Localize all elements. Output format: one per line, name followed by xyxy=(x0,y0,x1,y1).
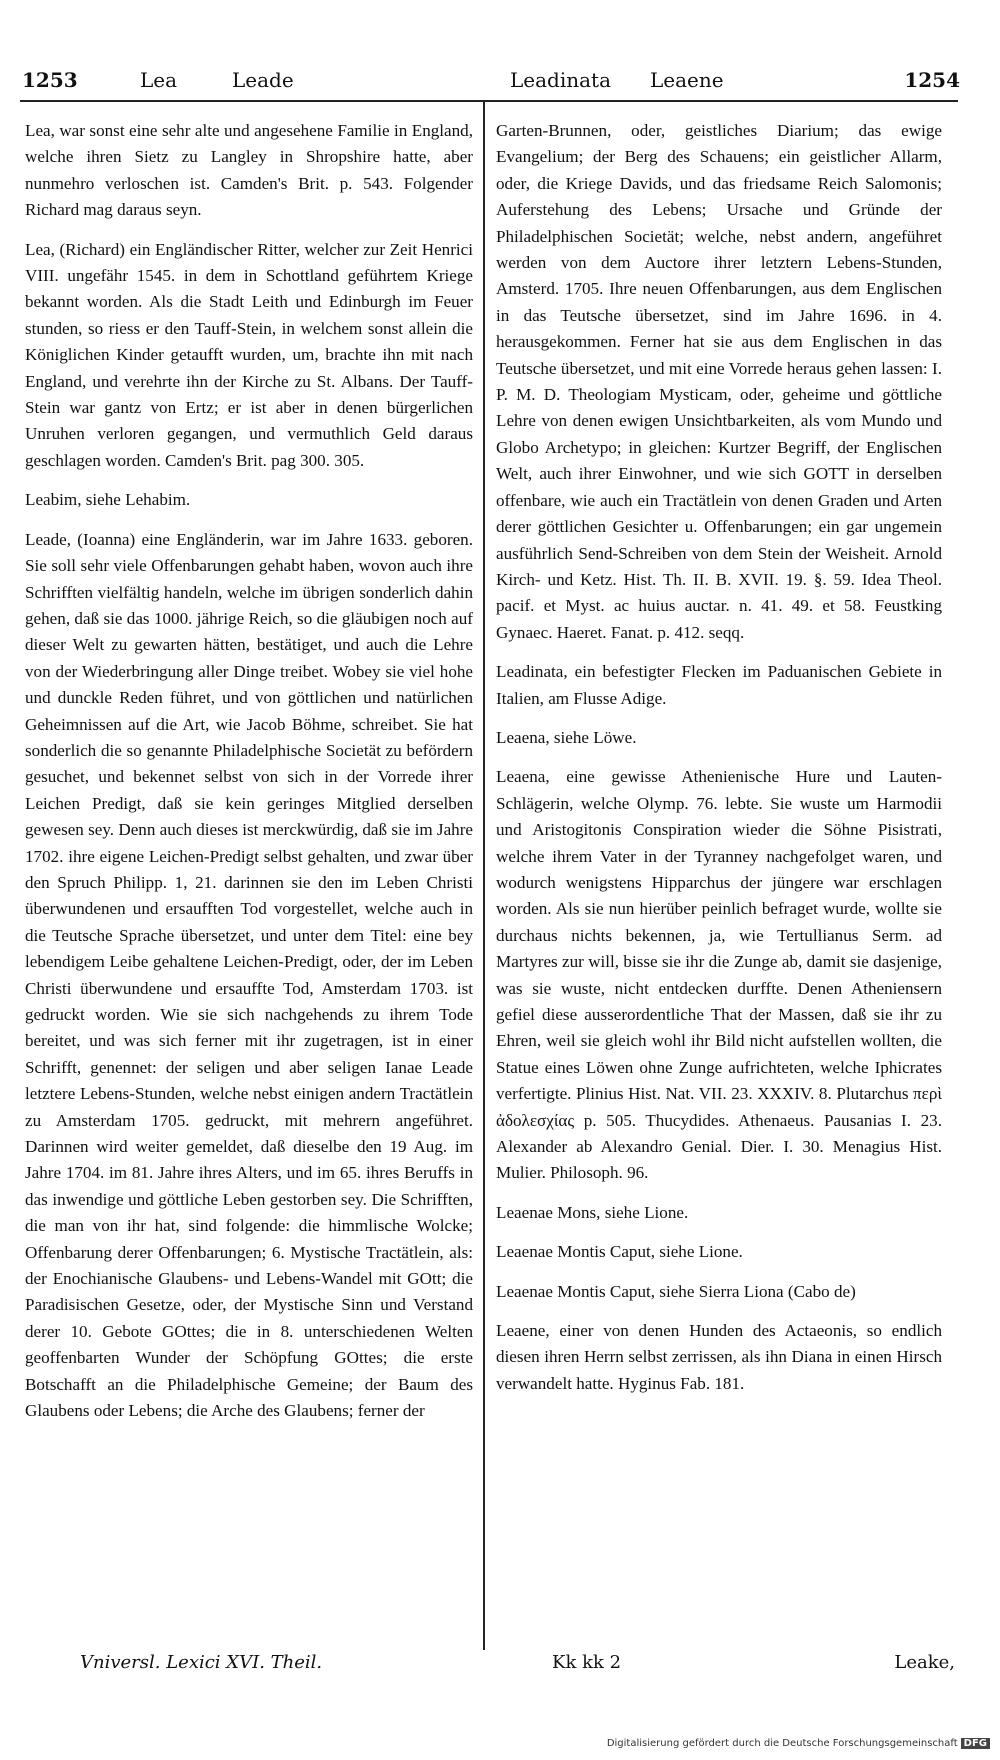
page-number-right: 1254 xyxy=(904,68,960,92)
entry-leaene: Leaene, einer von denen Hunden des Actaeonis, so endlich diesen ihren Herrn selbst zerrissen, als ihn Diana in einen Hirsch verwandelt hatte. Hyginus Fab. 181. xyxy=(496,1321,942,1393)
signature-mark: Kk kk 2 xyxy=(552,1652,622,1673)
digitization-credit xyxy=(607,1738,990,1749)
entry-leaenae-montis-caput-1: Leaenae Montis Caput, siehe Lione. xyxy=(496,1242,743,1262)
right-column xyxy=(496,118,942,1410)
header-word-leadinata: Leadinata xyxy=(510,68,612,92)
volume-line: Vniversl. Lexici XVI. Theil. xyxy=(80,1652,323,1673)
credit-text: Digitalisierung gefördert durch die Deutsche Forschungsgemeinschaft xyxy=(606,1738,958,1749)
header-word-leade: Leade xyxy=(232,68,294,92)
catchword: Leake, xyxy=(894,1652,955,1673)
header-rule xyxy=(20,100,958,102)
page-number-left: 1253 xyxy=(22,68,78,92)
entry-leaenae-montis-caput-2: Leaenae Montis Caput, siehe Sierra Liona (Cabo de) xyxy=(496,1281,856,1301)
entry-leadinata: Leadinata, ein befestigter Flecken im Paduanischen Gebiete in Italien, am Flusse Adige. xyxy=(496,662,942,708)
column-divider xyxy=(483,102,485,1650)
entry-leabim: Leabim, siehe Lehabim. xyxy=(25,490,191,510)
entry-leaena-see: Leaena, siehe Löwe. xyxy=(496,727,637,747)
entry-leade-ioanna: Leade, (Ioanna) eine Engländerin, war im Jahre 1633. geboren. Sie soll sehr viele Offenbarungen gehabt haben, wovon auch ihre Schrifften vielfältig handeln, welche im übrigen sonderlich dahin gehen, daß sie das 1000. jährige Reich, so die gläubigen noch auf dieser Welt zu gewarten hätten, bestätiget, und auch die Lehre von der Wiederbringung aller Dinge treibet. Wobey sie viel hohe und dunckle Reden führet, und von göttlichen und natürlichen Geheimnissen auf die Art, wie Jacob Böhme, schreibet. Sie hat sonderlich die so genannte Philadelphische Societät zu befördern gesuchet, und bekennet selbst von sich in der Vorrede ihrer Leichen Predigt, daß sie kein geringes Mitglied derselben gewesen sey. Denn auch dieses ist merckwürdig, daß sie im Jahre 1702. ihre eigene Leichen-Predigt selbst gehalten, und zwar über den Spruch Philipp. 1, 21. darinnen sie den im Leben Christi überwundenen und ersaufften Tod vorgestellet, welche auch in die Teutsche Sprache übersetzet, und unter dem Titel: eine bey lebendigem Leibe gehaltene Leichen-Predigt, oder, der im Leben Christi überwundene und ersauffte Tod, Amsterdam 1703. ist gedruckt worden. Wie sie sich nachgehends zu ihrem Tode bereitet, und was sich ferner mit ihr zugetragen, ist in einer Schrifft, genennet: der seligen und aber seligen Ianae Leade letztere Lebens-Stunden, welche nebst einigen andern Tractätlein zu Amsterdam 1705. gedruckt, mit mehrern angeführet. Darinnen wird weiter gemeldet, daß dieselbe den 19 Aug. im Jahre 1704. im 81. Jahre ihres Alters, und im 65. ihres Beruffs in das inwendige und göttliche Leben gestorben sey. Die Schrifften, die man von ihr hat, sind folgende: die himmlische Wolcke; Offenbarung derer Offenbarungen; 6. Mystische Tractätlein, als: der Enochianische Glaubens- und Lebens-Wandel mit GOtt; die Paradisischen Gesetze, oder, der Mystische Sinn und Verstand derer 10. Gebote GOttes; die in 8. unterschiedenen Welten geoffenbarten Wunder der Schöpfung GOttes; die erste Botschafft an die Philadelphische Gemeine; der Baum des Glaubens oder Lebens; die Arche des Glaubens; ferner der xyxy=(25,529,473,1421)
running-header-left xyxy=(22,68,472,98)
header-word-leaene: Leaene xyxy=(650,68,724,92)
running-header-right xyxy=(500,68,960,98)
entry-lea-richard: Lea, (Richard) ein Engländischer Ritter, welcher zur Zeit Henrici VIII. ungefähr 1545. in dem in Schottland geführtem Kriege bekannt worden. Als die Stadt Leith und Edinburgh im Feuer stunden, so riess er den Tauff-Stein, in welchem sonst allein die Königlichen Kinder getaufft wurden, um, brachte ihn mit nach England, und verehrte ihn der Kirche zu St. Albans. Der Tauff-Stein war gantz von Ertz; er ist aber in denen bürgerlichen Unruhen verloren gegangen, und vermuthlich Geld daraus geschlagen worden. Camden's Brit. pag 300. 305. xyxy=(25,239,473,470)
dfg-logo: DFG xyxy=(961,1738,990,1749)
entry-leaena: Leaena, eine gewisse Athenienische Hure und Lauten-Schlägerin, welche Olymp. 76. lebte. Sie wuste um Harmodii und Aristogitonis Conspiration wieder die Söhne Pisistrati, welche ihrem Vater in der Tyranney nachgefolget waren, und wodurch wenigstens Hipparchus der jüngere war erschlagen worden. Als sie nun hierüber peinlich befraget wurde, wollte sie durchaus nichts bekennen, ja, wie Tertullianus Serm. ad Martyres zur will, bisse sie ihr die Zunge ab, damit sie dasjenige, was sie wuste, nicht entdecken durffte. Denen Atheniensern gefiel diese ausserordentliche That der Massen, daß sie ihr zu Ehren, weil sie gleich wohl ihr Bild nicht aufstellen wollten, die Statue eines Löwen ohne Zunge aufrichteten, welche Iphicrates verfertigte. Plinius Hist. Nat. VII. 23. XXXIV. 8. Plutarchus περὶ ἀδολεσχίας p. 505. Thucydides. Athenaeus. Pausanias I. 23. Alexander ab Alexandro Genial. Dier. I. 30. Menagius Hist. Mulier. Philosoph. 96. xyxy=(496,767,942,1183)
entry-leaenae-mons: Leaenae Mons, siehe Lione. xyxy=(496,1202,689,1222)
entry-lea-family: Lea, war sonst eine sehr alte und angesehene Familie in England, welche ihren Sietz zu Langley in Shropshire hatte, aber nunmehro verloschen ist. Camden's Brit. p. 543. Folgender Richard mag daraus seyn. xyxy=(25,121,473,220)
entry-leade-continued: Garten-Brunnen, oder, geistliches Diarium; das ewige Evangelium; der Berg des Schauens; ein geistlicher Allarm, oder, die Kriege Davids, und das friedsame Reich Salomonis; Auferstehung des Lebens; Ursache und Gründe der Philadelphischen Societät; welche, nebst andern, angeführet werden von dem Auctore ihrer letztern Lebens-Stunden, Amsterd. 1705. Ihre neuen Offenbarungen, aus dem Englischen in das Teutsche übersetzet, sind im Jahre 1696. in 4. herausgekommen. Ferner hat sie aus dem Englischen in das Teutsche übersetzet, und mit eine Vorrede heraus gehen lassen: I. P. M. D. Theologiam Mysticam, oder, geheime und göttliche Lehre von denen ewigen Unsichtbarkeiten, als vom Mundo und Globo Archetypo; in gleichen: Kurtzer Begriff, der Englischen Welt, auch ihrer Einwohner, und wie sich GOTT in derselben offenbare, wie auch ein Tractätlein von denen Graden und Arten derer göttlichen Gesichter u. Offenbarungen; ein gar ungemein ausführlich Send-Schreiben von dem Stein der Weisheit. Arnold Kirch- und Ketz. Hist. Th. II. B. XVII. 19. §. 59. Idea Theol. pacif. et Myst. ac huius auctar. n. 41. 49. et 58. Feustking Gynaec. Haeret. Fanat. p. 412. seqq. xyxy=(496,121,942,642)
left-column xyxy=(25,118,473,1438)
header-word-lea: Lea xyxy=(140,68,178,92)
